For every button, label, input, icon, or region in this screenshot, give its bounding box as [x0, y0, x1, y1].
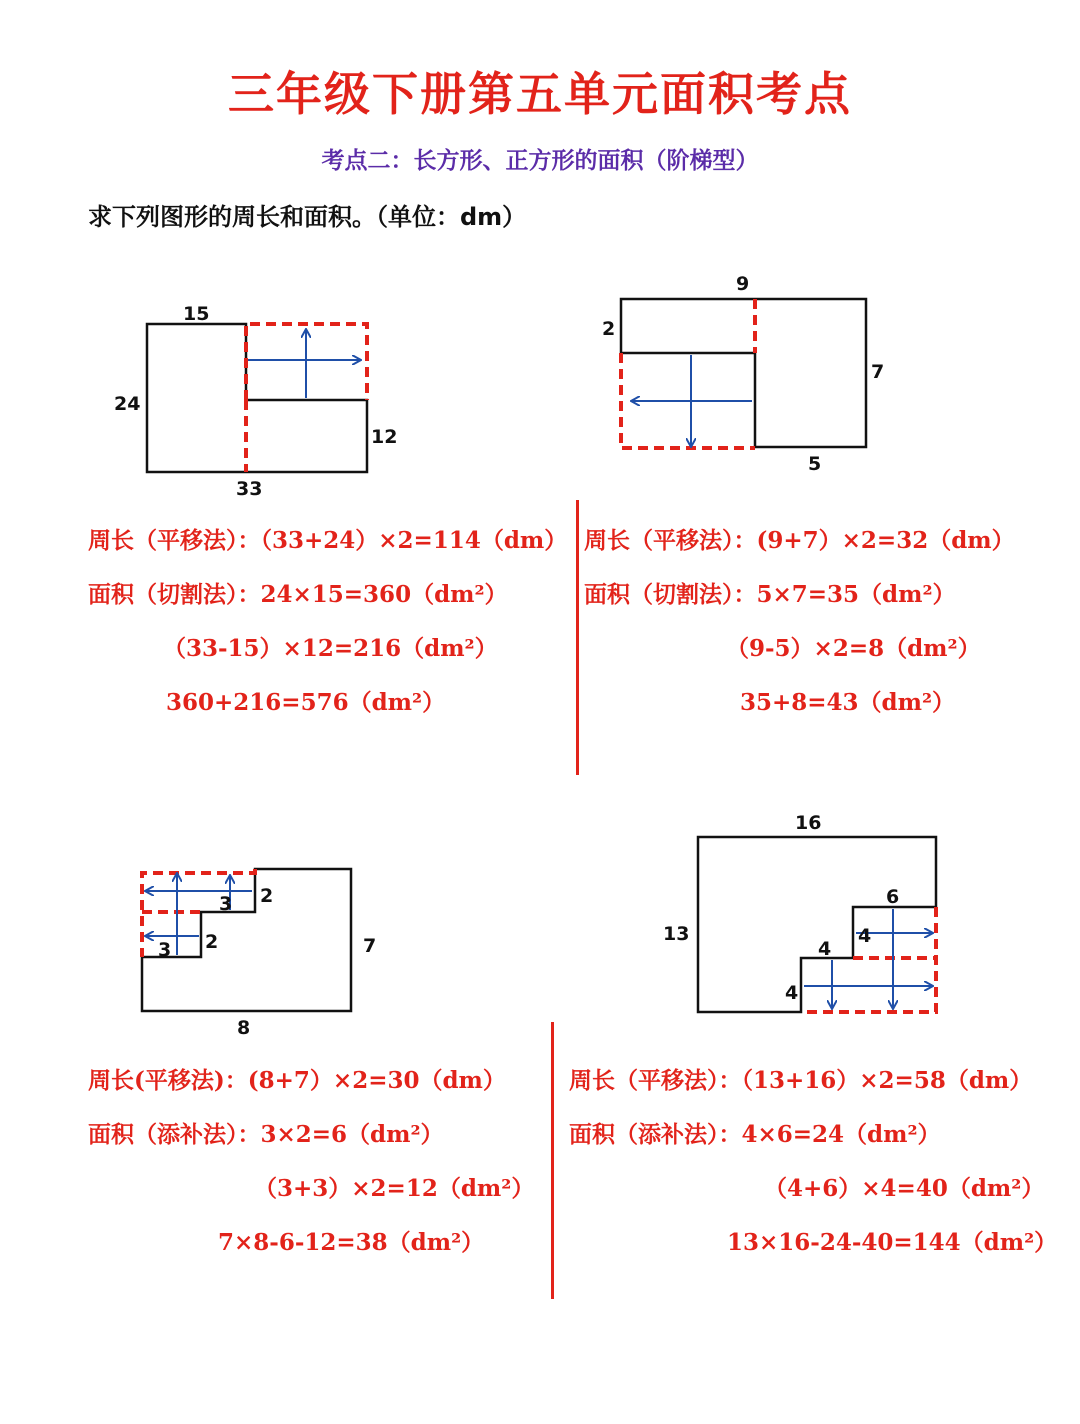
solution-1-area-line-1: 面积（切割法）：24×15=360（dm²） — [88, 581, 508, 608]
figure-4-top-label: 16 — [795, 812, 822, 834]
instruction: 求下列图形的周长和面积。（单位：dm） — [88, 203, 527, 231]
figure-2-dashed — [621, 299, 755, 448]
solution-3-area-line-1: 面积（添补法）：3×2=6（dm²） — [88, 1121, 444, 1148]
divider-top — [576, 500, 579, 775]
figure-2-right-label: 7 — [871, 361, 885, 383]
figure-3-step-low-h-label: 2 — [205, 931, 219, 953]
solution-1-area-line-2: （33-15）×12=216（dm²） — [163, 635, 498, 662]
solution-2-area-line-2: （9-5）×2=8（dm²） — [726, 635, 981, 662]
page-subtitle: 考点二：长方形、正方形的面积（阶梯型） — [321, 148, 759, 174]
figure-2-left-label: 2 — [602, 318, 616, 340]
solution-3-area-line-2: （3+3）×2=12（dm²） — [254, 1175, 535, 1202]
figure-1-top-label: 15 — [183, 303, 210, 325]
solution-2-area-line-3: 35+8=43（dm²） — [740, 689, 956, 716]
solution-1-perimeter: 周长（平移法）：（33+24）×2=114（dm） — [88, 527, 568, 554]
figure-4-left-label: 13 — [663, 923, 690, 945]
solution-4-area-line-2: （4+6）×4=40（dm²） — [764, 1175, 1045, 1202]
figure-4-step-low-w-label: 4 — [818, 938, 832, 960]
figure-1-outline — [147, 324, 367, 472]
divider-bottom — [551, 1022, 554, 1299]
solution-2-area-line-1: 面积（切割法）：5×7=35（dm²） — [584, 581, 956, 608]
solution-2-perimeter: 周长（平移法）：(9+7）×2=32（dm） — [584, 527, 1015, 554]
solution-3-area-line-3: 7×8-6-12=38（dm²） — [218, 1229, 485, 1256]
figure-4-step-low-h-label: 4 — [785, 982, 799, 1004]
figure-2-bottom-label: 5 — [808, 453, 822, 475]
solution-1-area-line-3: 360+216=576（dm²） — [166, 689, 446, 716]
solution-4-area-line-3: 13×16-24-40=144（dm²） — [727, 1229, 1058, 1256]
figure-1-right-label: 12 — [371, 426, 398, 448]
figure-4-step-top-w-label: 6 — [886, 886, 900, 908]
figure-3-step-top-h-label: 2 — [260, 885, 274, 907]
solution-4-area-line-1: 面积（添补法）：4×6=24（dm²） — [569, 1121, 941, 1148]
figure-3-step-low-w-label: 3 — [158, 939, 172, 961]
figure-3-step-top-w-label: 3 — [219, 893, 233, 915]
figure-4-step-top-h-label: 4 — [858, 925, 872, 947]
solution-4-perimeter: 周长（平移法）：（13+16）×2=58（dm） — [569, 1067, 1033, 1094]
figure-2-outline — [621, 299, 866, 447]
page-title: 三年级下册第五单元面积考点 — [228, 67, 852, 121]
figure-3-bottom-label: 8 — [237, 1017, 251, 1039]
figure-3-right-label: 7 — [363, 935, 377, 957]
figure-2-top-label: 9 — [736, 273, 750, 295]
figure-1-bottom-label: 33 — [236, 478, 263, 500]
figure-1-left-label: 24 — [114, 393, 141, 415]
solution-3-perimeter: 周长(平移法)：(8+7）×2=30（dm） — [88, 1067, 506, 1094]
